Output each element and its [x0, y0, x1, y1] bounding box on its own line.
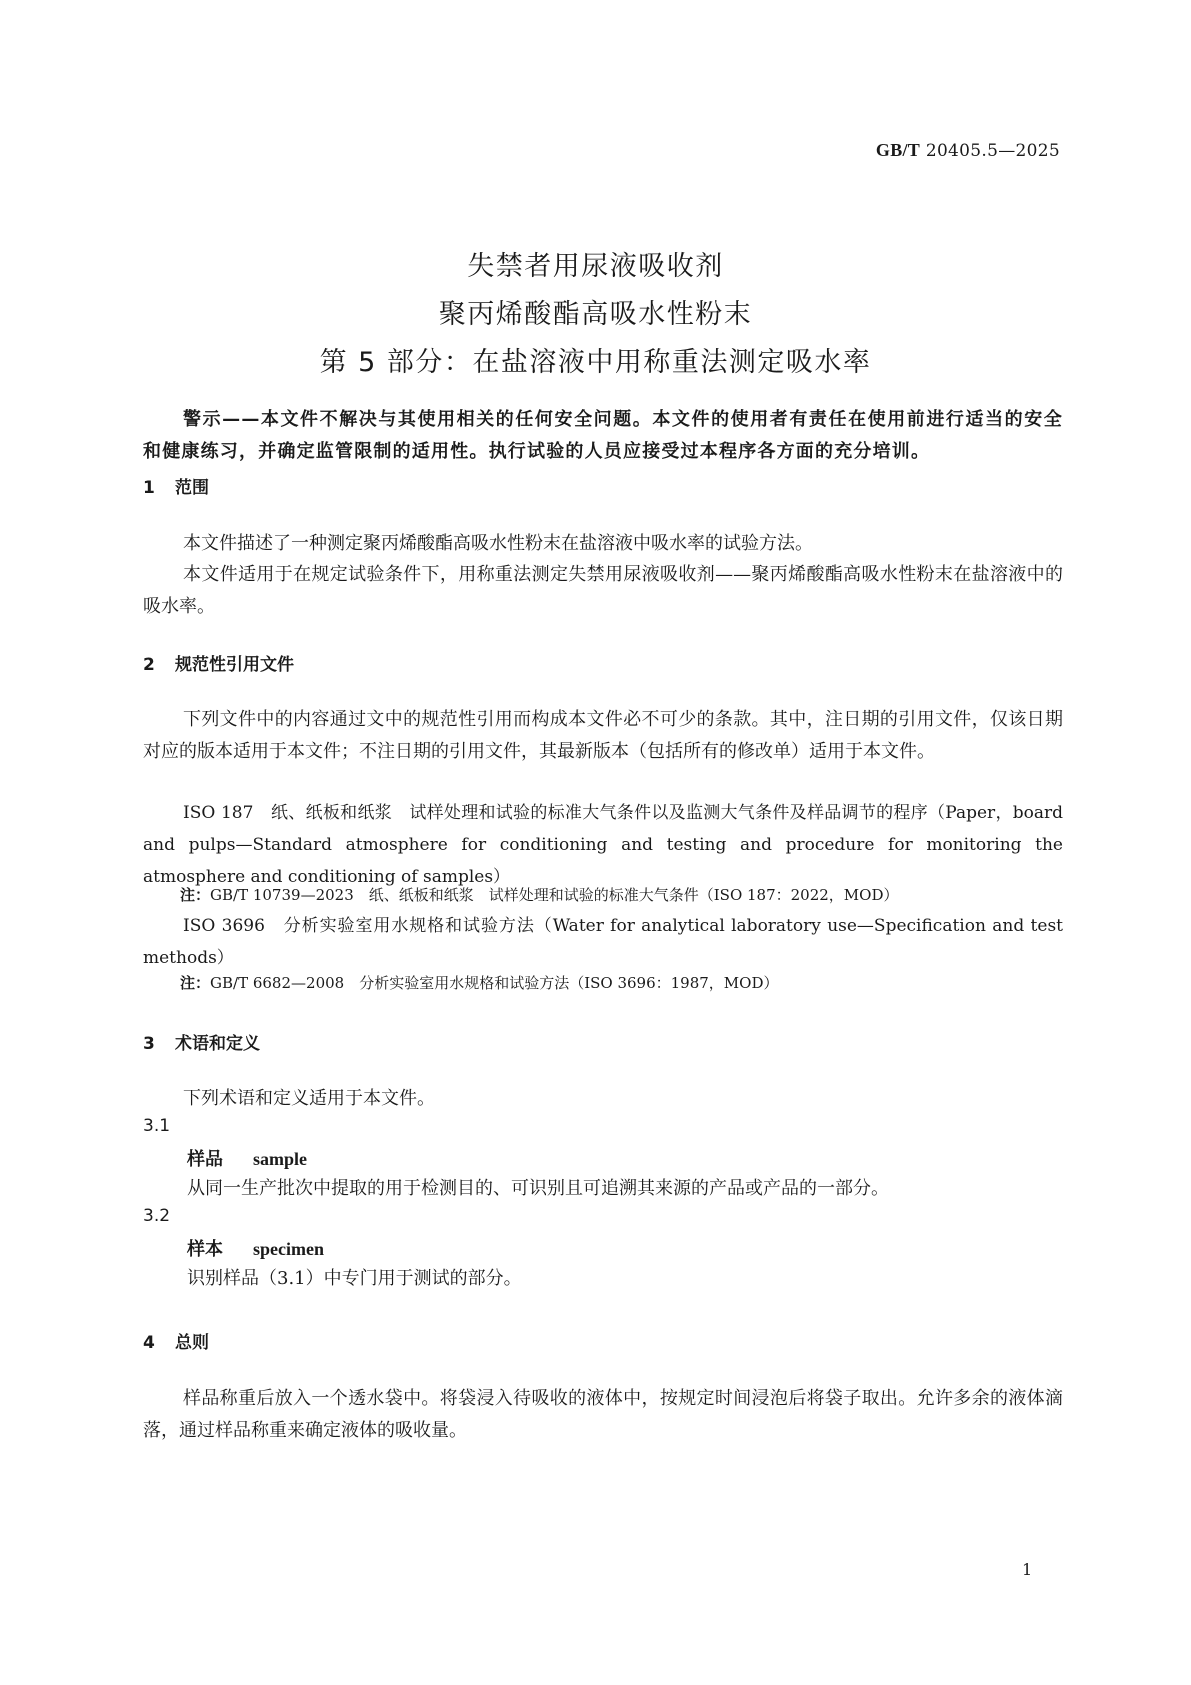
term-3-2-zh: 样本 — [187, 1239, 223, 1260]
term-3-1-number: 3.1 — [143, 1116, 171, 1136]
note-1-text: GB/T 10739—2023 纸、纸板和纸浆 试样处理和试验的标准大气条件（ISO 187：2022，MOD） — [210, 886, 899, 904]
section-1-title: 范围 — [175, 478, 209, 498]
section-3-heading — [143, 1029, 260, 1054]
title-line-2: 聚丙烯酸酯高吸水性粉末 — [438, 299, 753, 330]
section-1-heading — [143, 473, 209, 498]
standard-code — [876, 140, 1060, 161]
term-3-1-definition: 从同一生产批次中提取的用于检测目的、可识别且可追溯其来源的产品或产品的一部分。 — [187, 1178, 889, 1199]
title-line-3: 第 5 部分：在盐溶液中用称重法测定吸水率 — [319, 347, 872, 378]
section-2-heading — [143, 650, 294, 675]
standard-prefix: GB/T — [875, 140, 921, 160]
section-4-title: 总则 — [175, 1333, 209, 1353]
note-2-label: 注： — [180, 974, 211, 992]
section-1-number: 1 — [143, 478, 155, 498]
section-1-paragraph-1: 本文件描述了一种测定聚丙烯酸酯高吸水性粉末在盐溶液中吸水率的试验方法。 — [183, 533, 813, 554]
term-3-1 — [187, 1145, 307, 1171]
section-3-paragraph-1: 下列术语和定义适用于本文件。 — [183, 1088, 435, 1109]
reference-iso-187: ISO 187 纸、纸板和纸浆 试样处理和试验的标准大气条件以及监测大气条件及样品调节的程序（Paper，board and pulps—Standard atmosphere for conditioning and testing and procedure for monitoring the atmosphere and conditioning of samples） — [143, 803, 1063, 887]
reference-iso-3696: ISO 3696 分析实验室用水规格和试验方法（Water for analytical laboratory use—Specification and test methods） — [143, 916, 1063, 968]
standard-number: 20405.5—2025 — [925, 141, 1060, 161]
term-3-1-zh: 样品 — [187, 1149, 223, 1170]
section-4-paragraph-1: 样品称重后放入一个透水袋中。将袋浸入待吸收的液体中，按规定时间浸泡后将袋子取出。允许多余的液体滴落，通过样品称重来确定液体的吸收量。 — [143, 1388, 1063, 1441]
section-1-paragraph-2: 本文件适用于在规定试验条件下，用称重法测定失禁用尿液吸收剂——聚丙烯酸酯高吸水性粉末在盐溶液中的吸水率。 — [143, 564, 1063, 617]
page-number: 1 — [1022, 1560, 1033, 1579]
term-3-1-en: sample — [253, 1149, 307, 1169]
warning-paragraph: 警示——本文件不解决与其使用相关的任何安全问题。本文件的使用者有责任在使用前进行适当的安全和健康练习，并确定监管限制的适用性。执行试验的人员应接受过本程序各方面的充分培训。 — [143, 409, 1063, 462]
term-3-2-number: 3.2 — [143, 1206, 171, 1226]
note-2-text: GB/T 6682—2008 分析实验室用水规格和试验方法（ISO 3696：1987，MOD） — [210, 974, 779, 992]
term-3-2-en: specimen — [253, 1239, 324, 1259]
term-3-2 — [187, 1235, 324, 1261]
section-3-number: 3 — [143, 1034, 155, 1054]
section-2-title: 规范性引用文件 — [175, 655, 294, 675]
note-2 — [180, 972, 779, 993]
section-2-number: 2 — [143, 655, 155, 675]
note-1 — [180, 884, 899, 905]
section-3-title: 术语和定义 — [175, 1034, 260, 1054]
section-4-heading — [143, 1328, 209, 1353]
title-line-1: 失禁者用尿液吸收剂 — [467, 251, 724, 282]
section-2-paragraph-1: 下列文件中的内容通过文中的规范性引用而构成本文件必不可少的条款。其中，注日期的引用文件，仅该日期对应的版本适用于本文件；不注日期的引用文件，其最新版本（包括所有的修改单）适用于本文件。 — [143, 709, 1063, 762]
section-4-number: 4 — [143, 1333, 155, 1353]
note-1-label: 注： — [180, 886, 211, 904]
term-3-2-definition: 识别样品（3.1）中专门用于测试的部分。 — [187, 1268, 522, 1289]
